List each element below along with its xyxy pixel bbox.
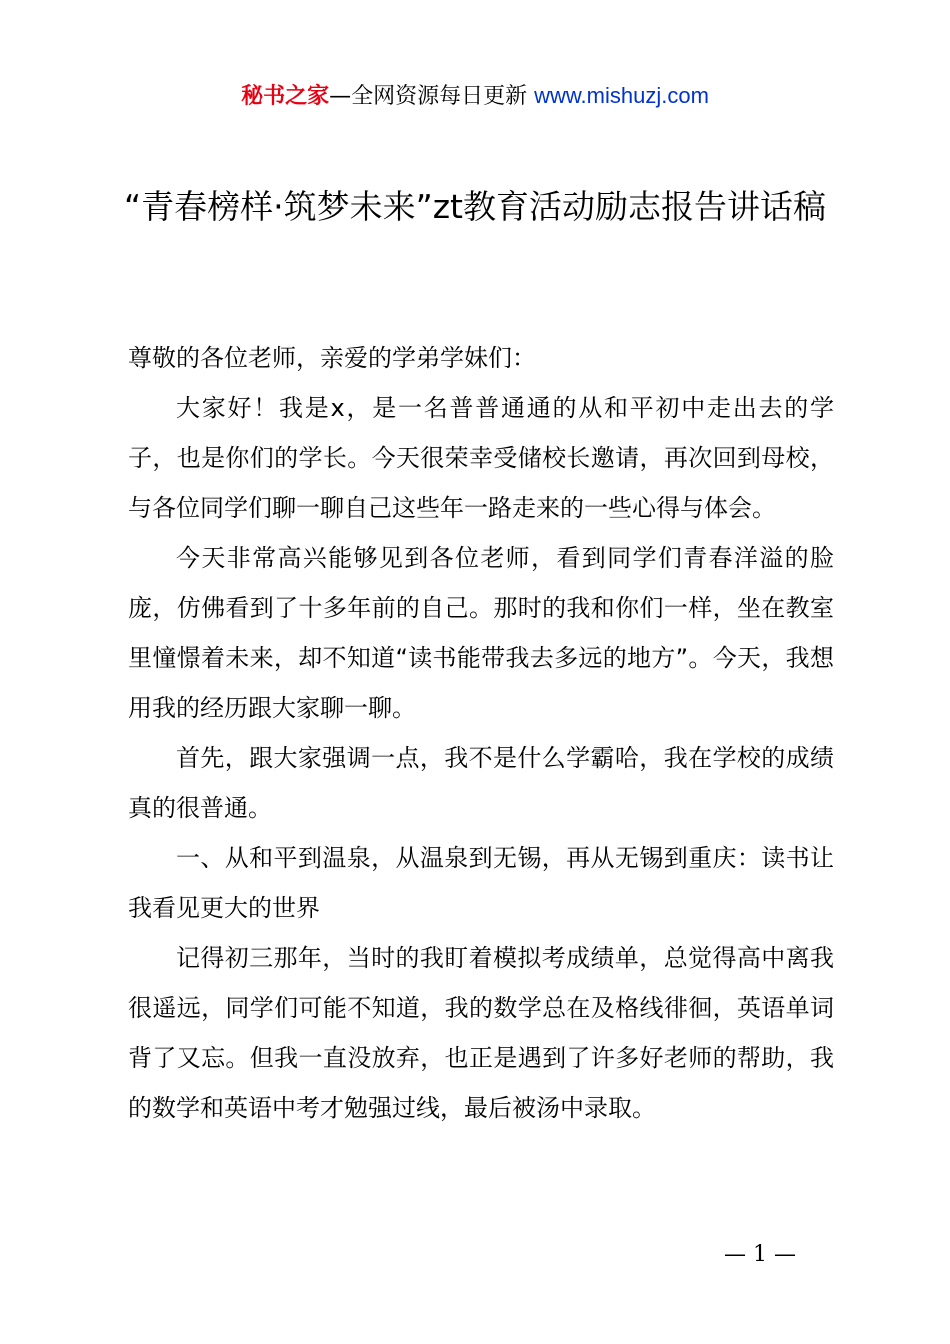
- site-url-link[interactable]: www.mishuzj.com: [534, 83, 709, 108]
- header-tagline: —全网资源每日更新: [329, 84, 535, 109]
- site-header: [0, 80, 950, 113]
- paragraph: 今天非常高兴能够见到各位老师，看到同学们青春洋溢的脸庞，仿佛看到了十多年前的自己。那时的我和你们一样，坐在教室里憧憬着未来，却不知道“读书能带我去多远的地方”。今天，我想用我的经历跟大家聊一聊。: [128, 544, 834, 722]
- document-title: “青春榜样·筑梦未来”zt教育活动励志报告讲话稿: [124, 187, 826, 226]
- brand-name: 秘书之家: [241, 84, 330, 109]
- page-number: — 1 —: [724, 1242, 796, 1267]
- section-heading: 一、从和平到温泉，从温泉到无锡，再从无锡到重庆：读书让我看见更大的世界: [128, 844, 834, 922]
- paragraph: 首先，跟大家强调一点，我不是什么学霸哈，我在学校的成绩真的很普通。: [128, 744, 834, 822]
- paragraph: 记得初三那年，当时的我盯着模拟考成绩单，总觉得高中离我很遥远，同学们可能不知道，我的数学总在及格线徘徊，英语单词背了又忘。但我一直没放弃，也正是遇到了许多好老师的帮助，我的数学和英语中考才勉强过线，最后被汤中录取。: [128, 944, 834, 1122]
- salutation: 尊敬的各位老师，亲爱的学弟学妹们：: [128, 344, 536, 372]
- document-body: [128, 333, 834, 1133]
- paragraph: 大家好！我是x，是一名普普通通的从和平初中走出去的学子，也是你们的学长。今天很荣幸受储校长邀请，再次回到母校，与各位同学们聊一聊自己这些年一路走来的一些心得与体会。: [128, 394, 834, 522]
